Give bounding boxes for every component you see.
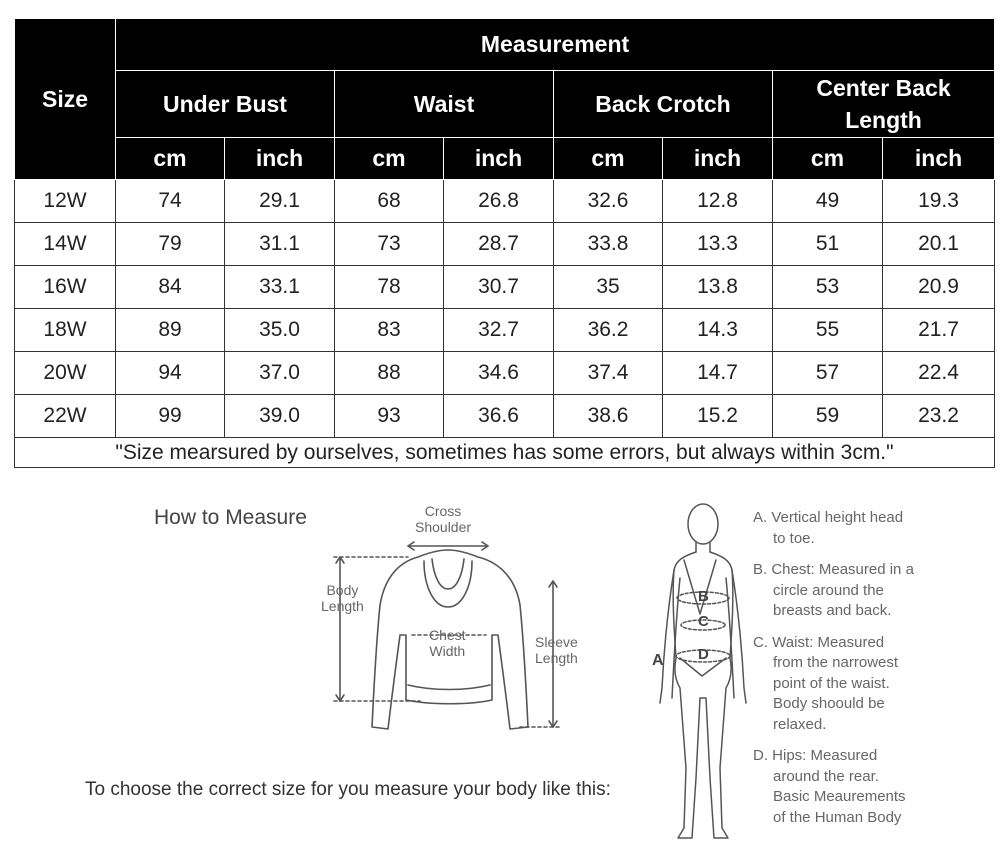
- table-row: [15, 352, 995, 395]
- table-row: [15, 180, 995, 223]
- value-cell: 34.6: [444, 352, 554, 395]
- unit-cm-header: cm: [116, 138, 225, 180]
- figure-label-b: B: [698, 588, 709, 605]
- table-row: [15, 223, 995, 266]
- value-cell: 31.1: [225, 223, 335, 266]
- value-cell: 38.6: [554, 395, 663, 438]
- value-cell: 57: [773, 352, 883, 395]
- measurement-notes: [753, 508, 993, 839]
- value-cell: 49: [773, 180, 883, 223]
- value-cell: 51: [773, 223, 883, 266]
- value-cell: 83: [335, 309, 444, 352]
- note-d: D. Hips: Measured around the rear. Basic Meaurements of the Human Body: [753, 747, 906, 826]
- note-a: A. Vertical height head to toe.: [753, 509, 904, 547]
- table-row: [15, 309, 995, 352]
- value-cell: 14.7: [663, 352, 773, 395]
- value-cell: 59: [773, 395, 883, 438]
- unit-inch-header: inch: [883, 138, 995, 180]
- size-header: Size: [15, 19, 116, 180]
- value-cell: 94: [116, 352, 225, 395]
- value-cell: 13.3: [663, 223, 773, 266]
- unit-cm-header: cm: [335, 138, 444, 180]
- figure-label-a: A: [652, 652, 664, 669]
- value-cell: 37.0: [225, 352, 335, 395]
- value-cell: 32.7: [444, 309, 554, 352]
- value-cell: 84: [116, 266, 225, 309]
- value-cell: 13.8: [663, 266, 773, 309]
- value-cell: 33.1: [225, 266, 335, 309]
- value-cell: 53: [773, 266, 883, 309]
- value-cell: 28.7: [444, 223, 554, 266]
- value-cell: 15.2: [663, 395, 773, 438]
- value-cell: 37.4: [554, 352, 663, 395]
- figure-label-d: D: [698, 646, 709, 663]
- value-cell: 20.1: [883, 223, 995, 266]
- value-cell: 35: [554, 266, 663, 309]
- how-to-measure-title: How to Measure: [154, 506, 307, 529]
- chest-width-label: Chest Width: [429, 627, 466, 659]
- value-cell: 78: [335, 266, 444, 309]
- value-cell: 32.6: [554, 180, 663, 223]
- measurement-note: "Size mearsured by ourselves, sometimes has some errors, but always within 3cm.": [15, 438, 995, 468]
- value-cell: 74: [116, 180, 225, 223]
- waist-header: Waist: [335, 71, 554, 138]
- value-cell: 12.8: [663, 180, 773, 223]
- note-c: C. Waist: Measured from the narrowest point of the waist. Body shoould be relaxed.: [753, 633, 899, 733]
- size-cell: 12W: [15, 180, 116, 223]
- note-b: B. Chest: Measured in a circle around the breasts and back.: [753, 561, 914, 619]
- unit-inch-header: inch: [663, 138, 773, 180]
- value-cell: 93: [335, 395, 444, 438]
- value-cell: 14.3: [663, 309, 773, 352]
- value-cell: 73: [335, 223, 444, 266]
- value-cell: 36.6: [444, 395, 554, 438]
- value-cell: 55: [773, 309, 883, 352]
- under-bust-header: Under Bust: [116, 71, 335, 138]
- value-cell: 26.8: [444, 180, 554, 223]
- size-cell: 16W: [15, 266, 116, 309]
- value-cell: 20.9: [883, 266, 995, 309]
- sleeve-length-label: Sleeve Length: [535, 634, 578, 666]
- unit-cm-header: cm: [773, 138, 883, 180]
- value-cell: 89: [116, 309, 225, 352]
- value-cell: 99: [116, 395, 225, 438]
- body-figure-diagram: [640, 498, 750, 848]
- back-crotch-header: Back Crotch: [554, 71, 773, 138]
- value-cell: 88: [335, 352, 444, 395]
- value-cell: 22.4: [883, 352, 995, 395]
- size-cell: 20W: [15, 352, 116, 395]
- figure-label-c: C: [698, 613, 709, 630]
- value-cell: 23.2: [883, 395, 995, 438]
- value-cell: 79: [116, 223, 225, 266]
- table-row: [15, 266, 995, 309]
- size-cell: 18W: [15, 309, 116, 352]
- cross-shoulder-label: Cross Shoulder: [415, 503, 472, 535]
- value-cell: 35.0: [225, 309, 335, 352]
- size-chart-table: [14, 18, 995, 468]
- value-cell: 68: [335, 180, 444, 223]
- body-length-label: Body Length: [321, 582, 364, 614]
- measurement-header: Measurement: [116, 19, 995, 71]
- unit-inch-header: inch: [444, 138, 554, 180]
- value-cell: 39.0: [225, 395, 335, 438]
- table-row: [15, 395, 995, 438]
- unit-inch-header: inch: [225, 138, 335, 180]
- unit-cm-header: cm: [554, 138, 663, 180]
- value-cell: 36.2: [554, 309, 663, 352]
- center-back-length-header: Center Back Length: [773, 71, 995, 138]
- size-cell: 14W: [15, 223, 116, 266]
- value-cell: 19.3: [883, 180, 995, 223]
- size-cell: 22W: [15, 395, 116, 438]
- value-cell: 29.1: [225, 180, 335, 223]
- instruction-text: To choose the correct size for you measure your body like this:: [85, 779, 611, 800]
- value-cell: 30.7: [444, 266, 554, 309]
- value-cell: 33.8: [554, 223, 663, 266]
- value-cell: 21.7: [883, 309, 995, 352]
